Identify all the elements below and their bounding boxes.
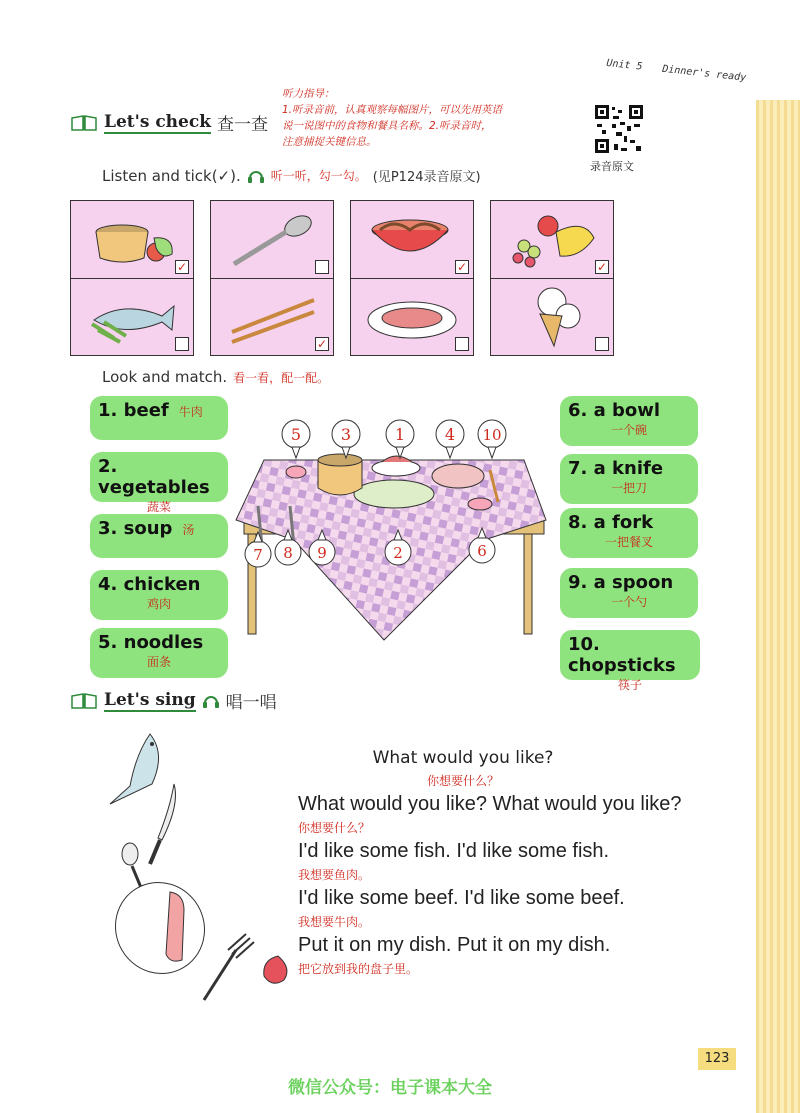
listen-instruction-text: Listen and tick(✓).	[102, 166, 241, 185]
card-cell-top	[491, 201, 613, 279]
bubble-number: 1	[394, 425, 406, 444]
meat-dish-icon	[364, 286, 460, 348]
lets-sing-title-cn: 唱一唱	[225, 693, 277, 713]
dinner-table-illustration	[234, 410, 550, 650]
card-cell-top	[351, 201, 473, 279]
bubble-number: 10	[482, 426, 502, 444]
lets-sing-title: Let's sing	[104, 689, 196, 710]
listen-card	[70, 200, 194, 356]
checkbox[interactable]	[175, 337, 189, 351]
running-header	[606, 58, 761, 85]
match-item-bowl[interactable]	[560, 396, 698, 446]
guide-line: 说一说图中的食物和餐具名称。2.听录音时，	[282, 120, 492, 132]
match-item-en: 3. soup	[98, 518, 173, 539]
match-item-noodles[interactable]	[90, 628, 228, 678]
listen-instruction	[102, 166, 481, 185]
book-icon	[70, 692, 98, 710]
match-item-en: 6. a bowl	[568, 400, 661, 421]
bubble-number: 6	[477, 542, 487, 560]
knife-icon	[150, 784, 176, 864]
card-cell-bottom	[211, 279, 333, 356]
lyric-line: Put it on my dish. Put it on my dish.	[298, 934, 611, 956]
card-cell-bottom	[351, 279, 473, 356]
match-item-beef[interactable]	[90, 396, 228, 440]
match-item-soup[interactable]	[90, 514, 228, 558]
listen-card	[210, 200, 334, 356]
lyric-line-cn: 我想要牛肉。	[298, 915, 371, 929]
song-title-cn: 你想要什么？	[426, 774, 499, 788]
match-item-vegetables[interactable]	[90, 452, 228, 514]
listen-instruction-ref: (见P124录音原文)	[372, 170, 481, 185]
card-cell-bottom	[491, 279, 613, 356]
lets-check-title-cn: 查一查	[216, 115, 268, 135]
fish-icon	[110, 734, 159, 804]
match-item-cn: 蔬菜	[146, 500, 171, 514]
lets-sing-heading	[70, 688, 277, 713]
bubble-number: 2	[393, 544, 403, 562]
page-edge-top	[756, 0, 800, 100]
page-edge-stack	[756, 100, 800, 1113]
match-item-fork[interactable]	[560, 508, 698, 558]
listen-card	[490, 200, 614, 356]
unit-title: Dinner's ready	[661, 63, 747, 84]
unit-label: Unit 5	[605, 57, 643, 73]
lyric-line: What would you like? What would you like?	[298, 793, 682, 815]
checkbox[interactable]: ✓	[176, 259, 188, 274]
ice-cream-icon	[504, 286, 600, 348]
match-item-cn: 牛肉	[178, 405, 203, 419]
checkbox[interactable]: ✓	[316, 337, 328, 351]
footer-watermark: 微信公众号：电子课本大全	[288, 1078, 492, 1098]
match-item-cn: 一个勺	[610, 595, 647, 609]
checkbox[interactable]	[455, 337, 469, 351]
match-item-cn: 鸡肉	[146, 597, 171, 611]
book-icon	[70, 114, 98, 132]
bubble-number: 9	[317, 544, 327, 562]
match-item-cn: 面条	[146, 655, 171, 669]
card-cell-top	[71, 201, 193, 279]
listen-card	[350, 200, 474, 356]
match-item-chicken[interactable]	[90, 570, 228, 620]
lyric-line-cn: 我想要鱼肉。	[298, 868, 371, 882]
match-item-en: 8. a fork	[568, 512, 654, 533]
lyric-line-cn: 你想要什么？	[298, 821, 371, 835]
soup-pot-icon	[84, 208, 180, 270]
lets-check-heading	[70, 110, 268, 135]
match-item-en: 9. a spoon	[568, 572, 674, 593]
bubble-number: 5	[290, 425, 302, 444]
match-item-en: 1. beef	[98, 400, 169, 421]
listen-cards	[70, 200, 614, 356]
card-cell-top	[211, 201, 333, 279]
match-instruction-cn: 看一看，配一配。	[233, 370, 330, 385]
chopsticks-icon	[224, 286, 320, 348]
match-item-en: 4. chicken	[98, 574, 201, 595]
match-instruction-text: Look and match.	[102, 368, 228, 386]
number-bubbles-top	[282, 420, 506, 458]
headphones-icon	[202, 693, 220, 709]
match-item-cn: 一个碗	[610, 423, 647, 437]
checkbox[interactable]: ✓	[596, 259, 608, 274]
qr-code-icon[interactable]	[594, 104, 644, 154]
checkbox[interactable]	[595, 337, 609, 351]
guide-line: 1.听录音前，认真观察每幅图片，可以先用英语	[282, 104, 503, 116]
match-item-cn: 一把餐叉	[604, 535, 653, 549]
lets-check-title: Let's check	[104, 111, 211, 132]
fork-icon	[204, 934, 254, 1000]
match-item-en: 5. noodles	[98, 632, 204, 653]
bubble-number: 4	[444, 425, 456, 444]
match-item-cn: 筷子	[617, 678, 642, 692]
noodles-icon	[364, 208, 460, 270]
listen-instruction-cn: 听一听，勾一勾。	[270, 169, 367, 183]
song-title: What would you like?	[372, 748, 554, 768]
match-item-en: 10. chopsticks	[568, 634, 676, 676]
match-instruction	[102, 368, 329, 386]
fish-icon	[84, 286, 180, 348]
match-item-en: 7. a knife	[568, 458, 664, 479]
dish-icon	[100, 866, 221, 990]
card-cell-bottom	[71, 279, 193, 356]
match-item-cn: 一把刀	[610, 481, 647, 495]
match-item-chopsticks[interactable]	[560, 630, 700, 692]
guide-line: 注意捕捉关键信息。	[282, 136, 377, 148]
strawberry-icon	[264, 956, 287, 983]
match-item-en: 2. vegetables	[98, 456, 210, 498]
match-item-cn: 汤	[182, 523, 195, 537]
song-illustration	[100, 724, 290, 1014]
match-item-knife[interactable]	[560, 454, 698, 504]
lyric-line-cn: 把它放到我的盘子里。	[298, 962, 419, 976]
lyric-line: I'd like some fish. I'd like some fish.	[298, 840, 610, 862]
headphones-icon	[247, 168, 265, 184]
match-item-spoon[interactable]	[560, 568, 698, 618]
guide-line: 听力指导：	[282, 88, 335, 100]
page-number: 123	[698, 1048, 736, 1070]
fruit-icon	[504, 208, 600, 270]
song-lyrics	[298, 748, 758, 977]
bubble-number: 3	[340, 425, 352, 444]
bubble-number: 8	[283, 544, 293, 562]
checkbox[interactable]	[315, 260, 329, 274]
spoon-icon	[224, 208, 320, 270]
qr-label: 录音原文	[590, 160, 634, 173]
listening-guide	[282, 86, 582, 150]
checkbox[interactable]: ✓	[456, 259, 468, 274]
bubble-number: 7	[253, 546, 263, 564]
lyric-line: I'd like some beef. I'd like some beef.	[298, 887, 625, 909]
